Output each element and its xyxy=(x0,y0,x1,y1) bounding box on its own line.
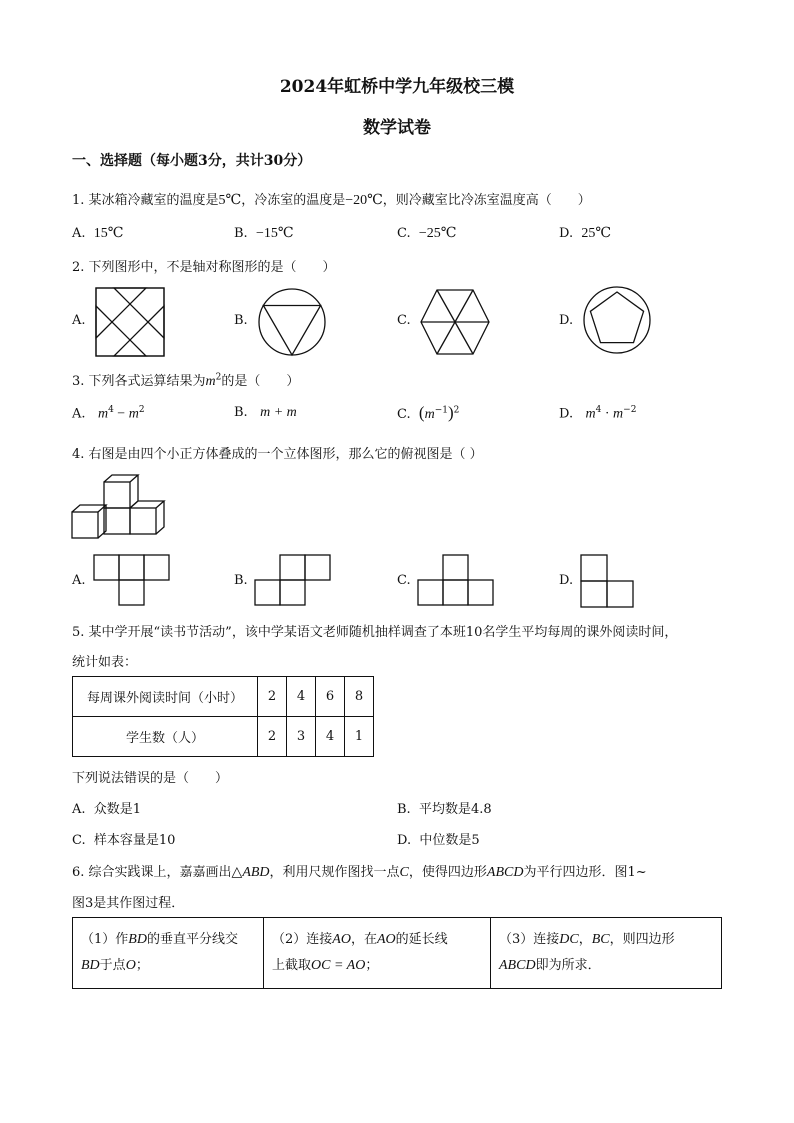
q3-option-a[interactable]: A. $m^4 - m^2$ xyxy=(72,405,145,422)
table-cell: 4 xyxy=(316,717,345,757)
q4-option-a-label[interactable]: A. xyxy=(72,573,86,588)
q5-option-b[interactable]: B. 平均数是4.8 xyxy=(397,802,492,817)
q3-option-c[interactable]: C. $(m^{-1})^2$ xyxy=(397,403,460,422)
table-cell: 3 xyxy=(287,717,316,757)
q2-option-c-label[interactable]: C. xyxy=(397,313,411,328)
q3-option-d[interactable]: D. $m^4 \cdot m^{-2}$ xyxy=(559,405,637,422)
question-3-stem: 3. 下列各式运算结果为$m^2$的是（ ） xyxy=(72,372,300,389)
table-cell: 6 xyxy=(316,677,345,717)
stacked-cubes-figure xyxy=(70,472,166,544)
page-subtitle: 数学试卷 xyxy=(363,118,431,138)
question-2-stem: 2. 下列图形中，不是轴对称图形的是（ ） xyxy=(72,260,336,275)
question-6-stem-cont: 图3是其作图过程． xyxy=(72,896,185,911)
top-view-c-figure[interactable] xyxy=(416,553,496,607)
pinwheel-square-figure[interactable] xyxy=(94,286,166,358)
table-row xyxy=(73,918,722,989)
step-2-cell: （2）连接AO，在AO的延长线 上截取OC = AO； xyxy=(264,918,491,989)
construction-steps-table xyxy=(72,917,722,989)
question-5-prompt: 下列说法错误的是（ ） xyxy=(72,771,229,786)
q5-option-a[interactable]: A. 众数是1 xyxy=(72,802,142,817)
table-cell: 2 xyxy=(258,717,287,757)
question-5-stem: 5. 某中学开展“读书节活动”，该中学某语文老师随机抽样调查了本班10名学生平均每周的课外阅读时间， xyxy=(72,625,678,640)
top-view-b-figure[interactable] xyxy=(253,553,333,607)
table-cell: 4 xyxy=(287,677,316,717)
q4-option-b-label[interactable]: B. xyxy=(234,573,248,588)
top-view-d-figure[interactable] xyxy=(579,553,639,609)
question-4-stem: 4. 右图是由四个小正方体叠成的一个立体图形，那么它的俯视图是（ ） xyxy=(72,447,483,462)
step-3-cell: （3）连接DC，BC，则四边形 ABCD即为所求． xyxy=(491,918,722,989)
table-cell: 1 xyxy=(345,717,374,757)
circle-with-pentagon-figure[interactable] xyxy=(581,284,653,356)
table-cell: 2 xyxy=(258,677,287,717)
row-header-students: 学生数（人） xyxy=(73,717,258,757)
q2-option-a-label[interactable]: A. xyxy=(72,313,86,328)
q1-option-c[interactable]: C. −25℃ xyxy=(397,226,457,241)
q4-option-c-label[interactable]: C. xyxy=(397,573,411,588)
q2-option-d-label[interactable]: D. xyxy=(559,313,574,328)
reading-time-table xyxy=(72,676,374,757)
page-title: 2024年虹桥中学九年级校三模 xyxy=(279,77,515,97)
table-cell: 8 xyxy=(345,677,374,717)
q1-option-b[interactable]: B. −15℃ xyxy=(234,226,294,241)
circle-with-triangle-figure[interactable] xyxy=(256,286,328,358)
section-heading: 一、选择题（每小题3分，共计30分） xyxy=(72,153,312,169)
question-1-stem: 1. 某冰箱冷藏室的温度是5℃，冷冻室的温度是−20℃，则冷藏室比冷冻室温度高（ ） xyxy=(72,193,591,208)
question-5-stem-cont: 统计如表： xyxy=(72,655,138,670)
row-header-hours: 每周课外阅读时间（小时） xyxy=(73,677,258,717)
step-1-cell: （1）作BD的垂直平分线交 BD于点O； xyxy=(73,918,264,989)
q5-option-d[interactable]: D. 中位数是5 xyxy=(397,833,480,848)
q4-option-d-label[interactable]: D. xyxy=(559,573,574,588)
hexagon-figure[interactable] xyxy=(419,287,491,357)
table-row xyxy=(73,717,374,757)
q5-option-c[interactable]: C. 样本容量是10 xyxy=(72,833,176,848)
q2-option-b-label[interactable]: B. xyxy=(234,313,248,328)
top-view-a-figure[interactable] xyxy=(92,553,172,607)
q3-option-b[interactable]: B. m + m xyxy=(234,405,297,420)
q1-option-a[interactable]: A. 15℃ xyxy=(72,226,124,241)
question-6-stem: 6. 综合实践课上，嘉嘉画出△ABD，利用尺规作图找一点C，使得四边形ABCD为平行四边形．图1~ xyxy=(72,865,647,880)
q1-option-d[interactable]: D. 25℃ xyxy=(559,226,612,241)
table-row xyxy=(73,677,374,717)
